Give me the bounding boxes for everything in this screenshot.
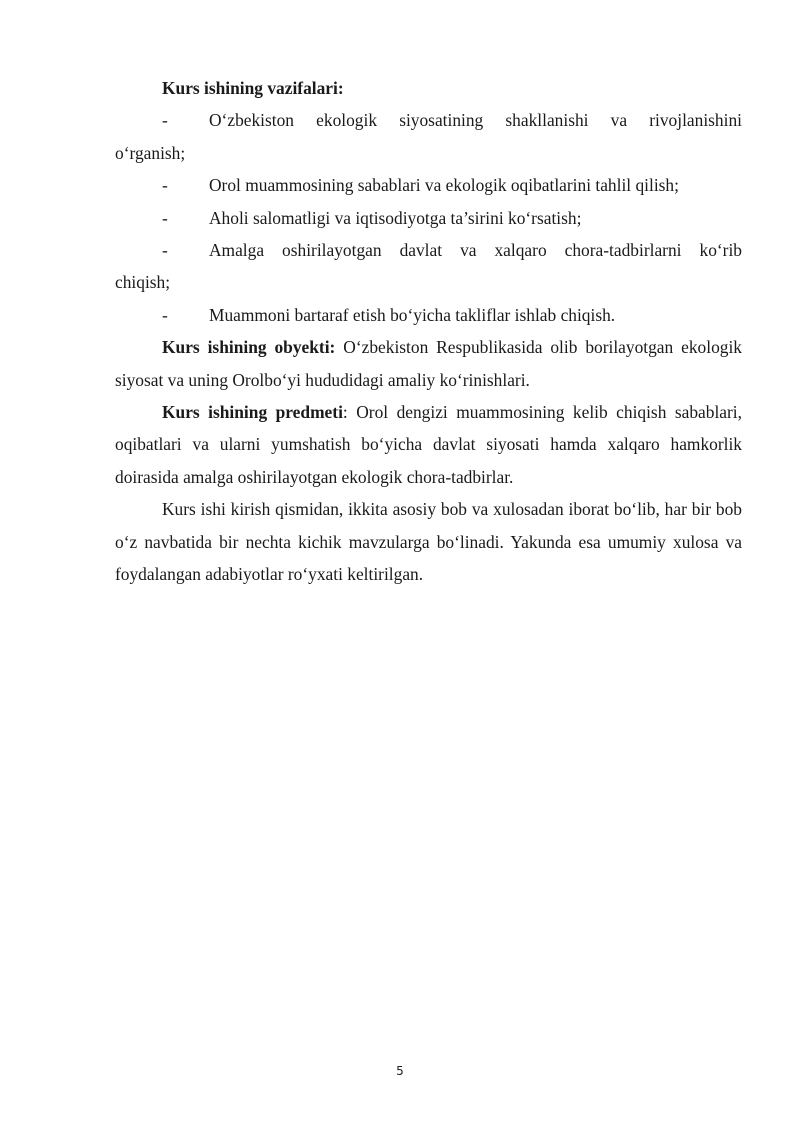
task-item xyxy=(115,202,742,234)
page-number: 5 xyxy=(396,1064,404,1078)
task-text: Orol muammosining sabablari va ekologik oqibatlarini tahlil qilish; xyxy=(209,175,679,196)
list-dash: - xyxy=(162,304,168,325)
task-text: Aholi salomatligi va iqtisodiyotga ta’sirini ko‘rsatish; xyxy=(209,207,582,228)
task-item xyxy=(115,299,742,331)
task-item xyxy=(115,169,742,201)
list-dash: - xyxy=(162,110,168,131)
structure-paragraph: Kurs ishi kirish qismidan, ikkita asosiy bob va xulosadan iborat bo‘lib, har bir bob o‘z navbatida bir nechta kichik mavzularga bo‘linadi. Yakunda esa umumiy xulosa va foydalangan adabiyotlar ro‘yxati keltirilgan. xyxy=(115,499,742,585)
object-paragraph xyxy=(115,331,742,396)
list-dash: - xyxy=(162,175,168,196)
task-item xyxy=(115,104,742,169)
subject-paragraph xyxy=(115,396,742,493)
subject-text: : Orol dengizi muammosining kelib chiqish sabablari, oqibatlari va ularni yumshatish bo‘yicha davlat siyosati hamda xalqaro hamkorlik doirasida amalga oshirilayotgan ekologik chora-tadbirlar. xyxy=(115,402,742,487)
task-text-continuation: o‘rganish; xyxy=(115,142,186,163)
task-text: O‘zbekiston ekologik siyosatining shakllanishi va rivojlanishini xyxy=(209,110,742,131)
page-content xyxy=(115,72,742,591)
task-item xyxy=(115,234,742,299)
list-dash: - xyxy=(162,207,168,228)
task-text: Amalga oshirilayotgan davlat va xalqaro chora-tadbirlarni ko‘rib xyxy=(209,240,742,261)
subject-label: Kurs ishining predmeti xyxy=(162,402,343,423)
task-text: Muammoni bartaraf etish bo‘yicha takliflar ishlab chiqish. xyxy=(209,304,616,325)
object-label: Kurs ishining obyekti: xyxy=(162,337,336,358)
list-dash: - xyxy=(162,240,168,261)
object-text: O‘zbekiston Respublikasida olib borilayotgan ekologik siyosat va uning Orolbo‘yi hududidagi amaliy ko‘rinishlari. xyxy=(115,337,742,390)
section-heading: Kurs ishining vazifalari: xyxy=(162,78,344,98)
task-text-continuation: chiqish; xyxy=(115,272,171,293)
